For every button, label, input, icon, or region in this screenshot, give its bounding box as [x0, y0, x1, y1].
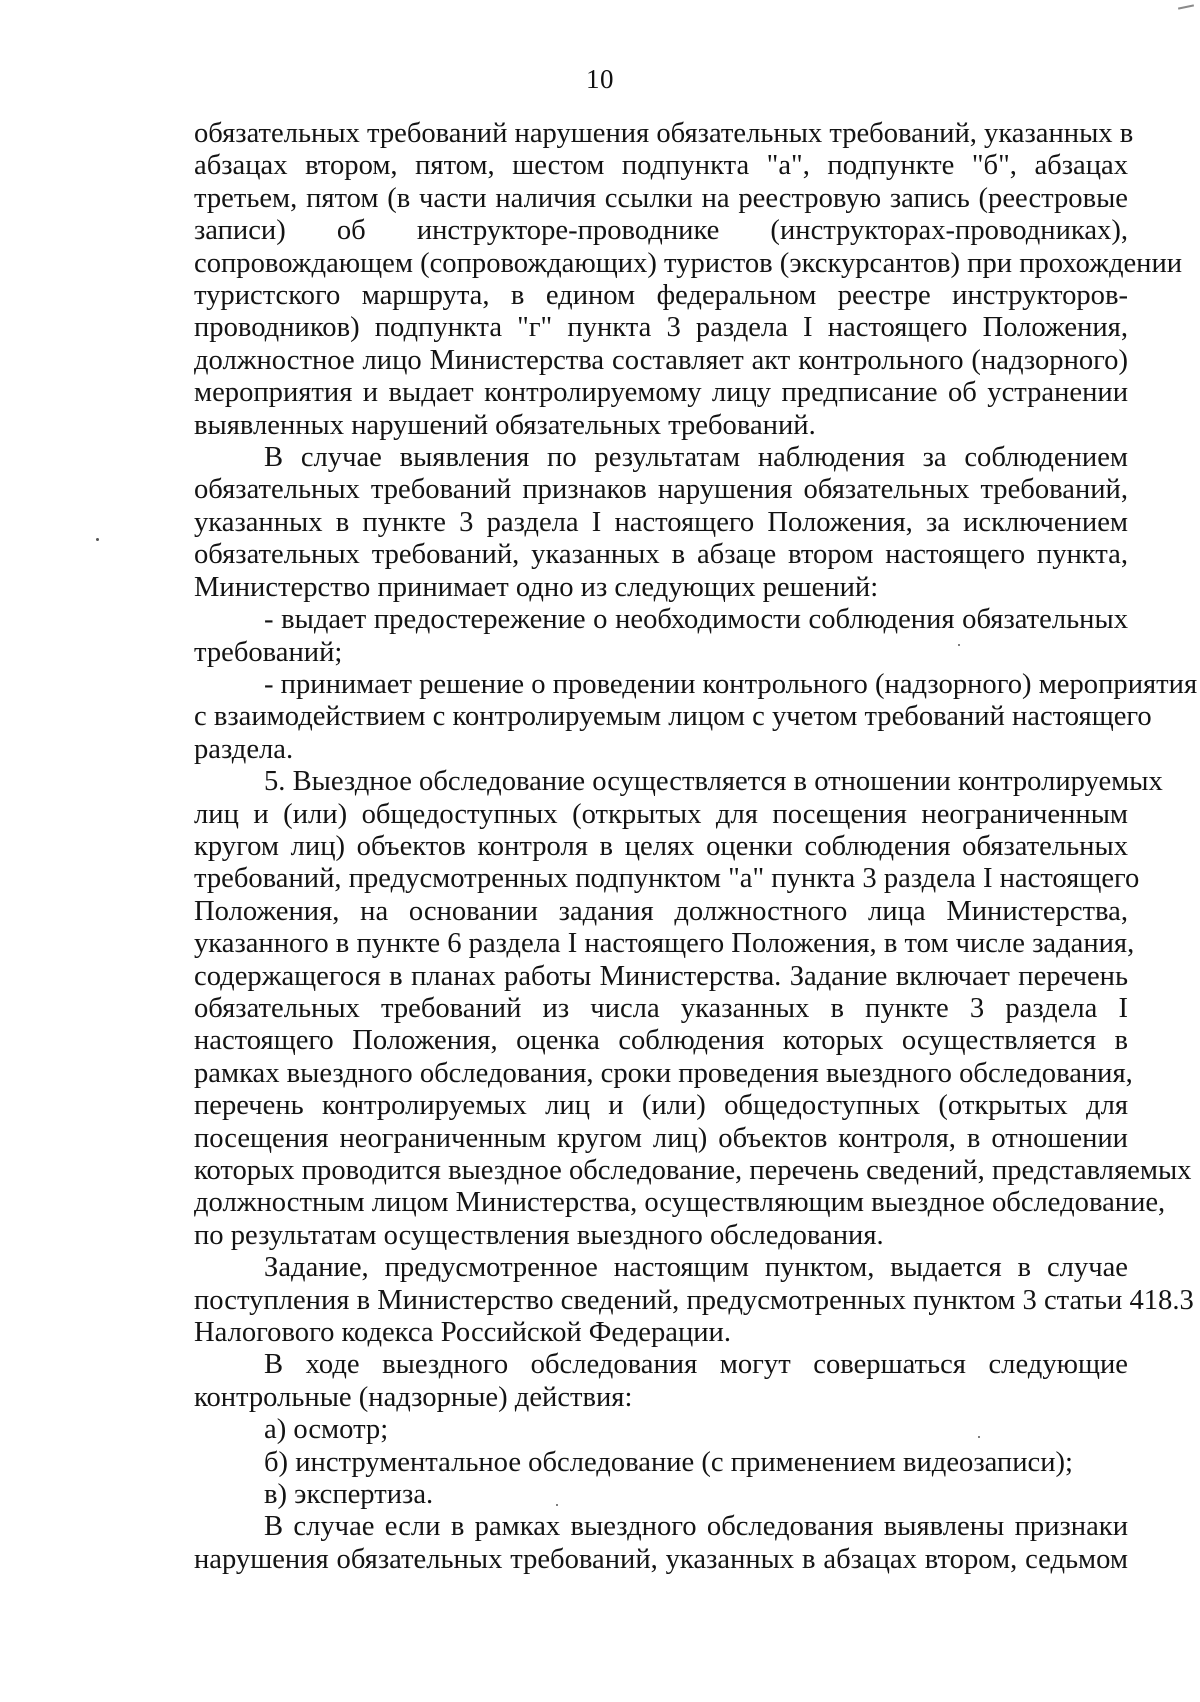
- text-line: по результатам осуществления выездного обследования.: [194, 1219, 884, 1251]
- text-line: требований;: [194, 636, 343, 668]
- text-line: Налогового кодекса Российской Федерации.: [194, 1317, 731, 1349]
- text-line: сопровождающем (сопровождающих) туристов (экскурсантов) при прохождении: [194, 247, 1183, 279]
- text-line: нарушения обязательных требований, указанных в абзацах втором, седьмом: [194, 1543, 1128, 1575]
- text-line: Министерство принимает одно из следующих решений:: [194, 571, 879, 603]
- text-line: Положения, на основании задания должностного лица Министерства,: [194, 895, 1128, 927]
- text-line: рамках выездного обследования, сроки проведения выездного обследования,: [194, 1057, 1133, 1089]
- paragraph-continuation: [194, 118, 1183, 442]
- text-line: В случае если в рамках выездного обследования выявлены признаки: [264, 1511, 1128, 1543]
- list-item-warning: [194, 604, 1128, 669]
- paragraph-field-survey-violations: [194, 1511, 1128, 1576]
- document-body: [194, 118, 1198, 1576]
- text-line: обязательных требований признаков нарушения обязательных требований,: [194, 474, 1128, 506]
- text-line: - выдает предостережение о необходимости соблюдения обязательных: [264, 604, 1128, 636]
- text-line: указанного в пункте 6 раздела I настоящего Положения, в том числе задания,: [194, 928, 1135, 960]
- scan-speck: [958, 644, 960, 646]
- text-line: настоящего Положения, оценка соблюдения которых осуществляется в: [194, 1025, 1128, 1057]
- page-number: 10: [586, 64, 614, 94]
- scan-speck: [978, 1436, 980, 1438]
- text-line: третьем, пятом (в части наличия ссылки на реестровую запись (реестровые: [194, 182, 1128, 214]
- paragraph-task-issuance: [194, 1252, 1194, 1349]
- text-line: Задание, предусмотренное настоящим пунктом, выдается в случае: [264, 1252, 1128, 1284]
- text-line: - принимает решение о проведении контрольного (надзорного) мероприятия: [264, 668, 1198, 700]
- paragraph-control-actions: [194, 1349, 1128, 1414]
- text-line: б) инструментальное обследование (с применением видеозаписи);: [264, 1446, 1073, 1478]
- text-line: мероприятия и выдает контролируемому лицу предписание об устранении: [194, 377, 1128, 409]
- scan-corner-mark: [1178, 4, 1194, 9]
- text-line: должностным лицом Министерства, осуществляющим выездное обследование,: [194, 1187, 1166, 1219]
- list-item-instrumental-survey: [194, 1447, 1128, 1479]
- text-line: должностное лицо Министерства составляет акт контрольного (надзорного): [194, 344, 1128, 376]
- list-item-expertise: [194, 1479, 1128, 1511]
- text-line: обязательных требований, указанных в абзаце втором настоящего пункта,: [194, 539, 1128, 571]
- text-line: требований, предусмотренных подпунктом "а" пункта 3 раздела I настоящего: [194, 863, 1140, 895]
- text-line: указанных в пункте 3 раздела I настоящего Положения, за исключением: [194, 506, 1128, 538]
- text-line: проводников) подпункта "г" пункта 3 раздела I настоящего Положения,: [194, 312, 1128, 344]
- text-line: содержащегося в планах работы Министерства. Задание включает перечень: [194, 960, 1128, 992]
- scan-speck: [556, 1504, 558, 1506]
- text-line: посещения неограниченным кругом лиц) объектов контроля, в отношении: [194, 1122, 1128, 1154]
- text-line: лиц и (или) общедоступных (открытых для посещения неограниченным: [194, 798, 1128, 830]
- text-line: абзацах втором, пятом, шестом подпункта "а", подпункте "б", абзацах: [194, 150, 1128, 182]
- text-line: выявленных нарушений обязательных требований.: [194, 409, 816, 441]
- text-line: перечень контролируемых лиц и (или) общедоступных (открытых для: [194, 1090, 1128, 1122]
- text-line: контрольные (надзорные) действия:: [194, 1381, 633, 1413]
- text-line: В случае выявления по результатам наблюдения за соблюдением: [264, 442, 1128, 474]
- text-line: с взаимодействием с контролируемым лицом с учетом требований настоящего: [194, 701, 1152, 733]
- list-item-inspection: [194, 1414, 1128, 1446]
- text-line: обязательных требований нарушения обязательных требований, указанных в: [194, 118, 1134, 149]
- text-line: поступления в Министерство сведений, предусмотренных пунктом 3 статьи 418.3: [194, 1284, 1194, 1316]
- scan-speck: [96, 538, 99, 541]
- text-line: в) экспертиза.: [264, 1479, 434, 1511]
- list-item-decision: [194, 668, 1198, 766]
- text-line: раздела.: [194, 733, 294, 765]
- text-line: обязательных требований из числа указанных в пункте 3 раздела I: [194, 992, 1128, 1024]
- text-line: кругом лиц) объектов контроля в целях оценки соблюдения обязательных: [194, 830, 1128, 862]
- text-line: 5. Выездное обследование осуществляется в отношении контролируемых: [264, 766, 1163, 798]
- text-line: которых проводится выездное обследование, перечень сведений, представляемых: [194, 1155, 1192, 1186]
- text-line: туристского маршрута, в едином федеральном реестре инструкторов-: [194, 280, 1128, 312]
- text-line: записи) об инструкторе-проводнике (инструкторах-проводниках),: [194, 215, 1128, 247]
- paragraph-observation-violations: [194, 442, 1128, 604]
- text-line: В ходе выездного обследования могут совершаться следующие: [264, 1349, 1128, 1381]
- text-line: а) осмотр;: [264, 1414, 389, 1446]
- paragraph-section-5: [194, 766, 1192, 1252]
